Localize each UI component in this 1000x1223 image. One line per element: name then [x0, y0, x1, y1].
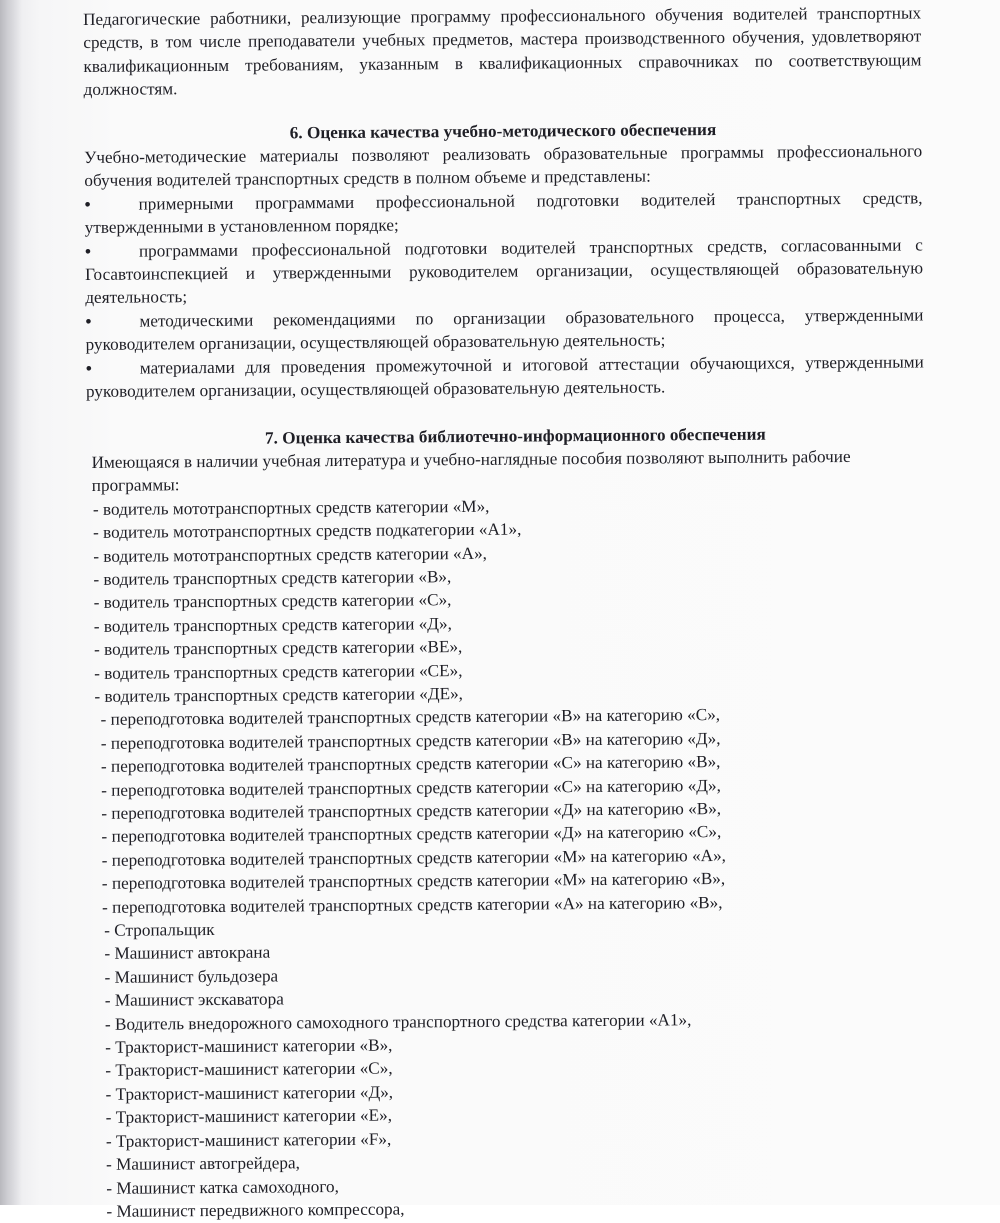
intro-paragraph: Педагогические работники, реализующие программу профессионального обучения водителей транспортных средств, в том числе преподаватели учебных предметов, мастера производственного обучения, удовлетворяют квалификационным требованиям, указанным в квалификационных справочниках по соответствующим должностям.: [83, 3, 922, 100]
list-item: - водитель транспортных средств категории «В»,: [93, 567, 452, 589]
list-item: - Тракторист-машинист категории «F»,: [105, 1129, 392, 1151]
list-item: - Машинист бульдозера: [104, 966, 279, 987]
bullet-marker: •: [84, 241, 92, 261]
list-item: - водитель транспортных средств категории «ВЕ»,: [93, 637, 463, 660]
list-item: - Машинист автокрана: [104, 942, 271, 964]
bullet-text: примерными программами профессиональной подготовки водителей транспортных средств, утвержденными в установленном порядке;: [84, 188, 923, 238]
page-edge-shadow: [0, 0, 22, 1205]
list-item: - водитель мототранспортных средств категории «А»,: [93, 543, 487, 566]
section-6-heading: 6. Оценка качества учебно-методического обеспечения: [289, 119, 717, 143]
bullet-item: [86, 350, 924, 403]
list-item: - Тракторист-машинист категории «В»,: [105, 1035, 393, 1057]
section-6-lead: Учебно-методические материалы позволяют реализовать образовательные программы профессионального обучения водителей транспортных средств в полном объеме и представлены:: [84, 141, 923, 191]
list-item: - переподготовка водителей транспортных средств категории «М» на категорию «В»,: [101, 869, 726, 894]
list-item: - Тракторист-машинист категории «Д»,: [105, 1082, 394, 1104]
list-item: - водитель транспортных средств категории «СЕ»,: [94, 660, 463, 683]
document-body: [83, 1, 931, 1223]
list-item: - водитель транспортных средств категории «С»,: [93, 590, 452, 613]
list-item: - переподготовка водителей транспортных средств категории «А» на категорию «В»,: [101, 892, 723, 917]
section-7-heading: 7. Оценка качества библиотечно-информационного обеспечения: [264, 424, 766, 448]
list-item: - Машинист автогрейдера,: [106, 1153, 300, 1174]
bullet-item: [85, 233, 924, 310]
bullet-text: материалами для проведения промежуточной и итоговой аттестации обучающихся, утвержденными руководителем организации, осуществляющей образовательную деятельность.: [85, 352, 924, 402]
list-item: - Стропальщик: [104, 920, 215, 940]
list-item: - переподготовка водителей транспортных средств категории «В» на категорию «Д»,: [100, 728, 721, 753]
list-item: - водитель транспортных средств категории «Д»,: [93, 613, 452, 636]
list-item: - водитель мототранспортных средств подкатегории «А1»,: [93, 519, 522, 543]
list-item: - переподготовка водителей транспортных средств категории «Д» на категорию «С»,: [101, 822, 722, 847]
list-item: - Тракторист-машинист категории «С»,: [105, 1059, 393, 1081]
list-item: - переподготовка водителей транспортных средств категории «С» на категорию «Д»,: [101, 775, 721, 800]
retraining-list: [89, 702, 929, 919]
list-item: - водитель транспортных средств категории «ДЕ»,: [94, 684, 464, 706]
bullet-item: [85, 303, 923, 356]
bullet-text: программами профессиональной подготовки водителей транспортных средств, согласованными с Госавтоинспекцией и утвержденными руководителем организации, осуществляющей образовательную деятельность;: [85, 235, 924, 308]
machinery-list: [90, 912, 930, 1223]
list-item: - переподготовка водителей транспортных средств категории «С» на категорию «В»,: [100, 752, 721, 777]
drivers-list: [87, 491, 927, 708]
bullet-text: методическими рекомендациями по организации образовательного процесса, утвержденными руководителем организации, осуществляющей образовательную деятельность;: [85, 305, 924, 355]
section-7-lead: Имеющаяся в наличии учебная литература и учебно-наглядные пособия позволяют выполнить рабочие программы:: [91, 446, 851, 496]
list-item: - переподготовка водителей транспортных средств категории «Д» на категорию «В»,: [101, 799, 722, 823]
list-item: - переподготовка водителей транспортных средств категории «М» на категорию «А»,: [101, 845, 726, 870]
list-item: - Машинист передвижного компрессора,: [106, 1199, 405, 1221]
section-6-bullet-list: [84, 186, 924, 403]
bullet-marker: •: [85, 311, 92, 331]
bullet-marker: •: [85, 358, 92, 378]
list-item: - переподготовка водителей транспортных средств категории «В» на категорию «С»,: [100, 705, 721, 730]
bullet-item: [84, 186, 922, 239]
list-item: - Машинист катка самоходного,: [106, 1176, 339, 1198]
list-item: - Водитель внедорожного самоходного транспортного средства категории «А1»,: [104, 1009, 692, 1034]
bullet-marker: •: [84, 194, 91, 214]
list-item: - Машинист экскаватора: [104, 989, 284, 1011]
list-item: - водитель мототранспортных средств категории «М»,: [92, 496, 490, 519]
list-item: - Тракторист-машинист категории «Е»,: [105, 1105, 393, 1128]
